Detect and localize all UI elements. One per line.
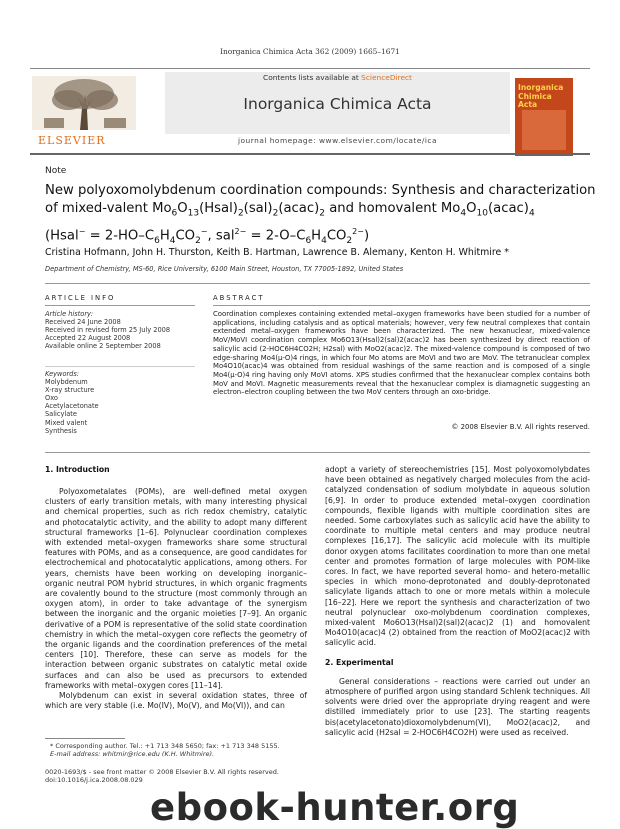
history-item: Received in revised form 25 July 2008: [45, 326, 171, 335]
history-label: Article history:: [45, 310, 94, 318]
article-info-heading: ARTICLE INFO: [45, 294, 116, 302]
journal-name: Inorganica Chimica Acta: [243, 95, 432, 113]
abstract-text: Coordination complexes containing extended metal–oxygen frameworks have been studied for a number of applications, including catalysis and as optical materials; however, very few neutral complexes that contain extended metal–oxygen frameworks have been characterized. The new hexanuclear, mixed-valence MoV/MoVI coordination complex Mo6O13(Hsal)2(sal)2(acac)2 has been synthesized by direct reaction of salicylic acid (2-HOC6H4CO2H; H2sal) with MoO2(acac)2. The mixed-valence compound is composed of two edge-sharing Mo4(μ-O)4 rings, in which four Mo atoms are MoVI and two are MoV. The tetranuclear complex Mo4O10(acac)4 was obtained from residual washings of the same reaction and is composed of a single Mo4(μ-O)4 ring having only MoVI atoms. XPS studies confirmed that the hexanuclear complex contains both MoV and MoVI. Magnetic measurements reveal that the hexanuclear complex is diamagnetic suggesting an electron–electron coupling between the two MoV centers through an oxo-bridge.: [213, 310, 590, 397]
experimental-paragraph: General considerations – reactions were carried out under an atmosphere of purified argon using standard Schlenk techniques. All solvents were dried over the appropriate drying reagent and were distilled immediately prior to use [23]. The starting reagents bis(acetylacetonato)dioxomolybdenum(VI), MoO2(acac)2, and salicylic acid (H2sal = 2-HOC6H4CO2H) were used as received.: [325, 676, 590, 737]
issn-line: 0020-1693/$ - see front matter © 2008 Elsevier B.V. All rights reserved.: [45, 768, 279, 776]
affiliation: Department of Chemistry, MS-60, Rice University, 6100 Main Street, Houston, TX 77005-1892, United States: [45, 265, 404, 273]
journal-homepage[interactable]: journal homepage: www.elsevier.com/locate/ica: [237, 136, 438, 145]
intro-heading: 1. Introduction: [45, 465, 110, 474]
experimental-heading: 2. Experimental: [325, 657, 394, 667]
info-divider: [45, 366, 195, 367]
intro-paragraph-1: Polyoxometalates (POMs), are well-defined metal oxygen clusters of early transition metals, with many interesting physical and chemical properties, such as rich redox chemistry, catalytic and photocatalytic activity, and the ability to adopt many different structural frameworks [1–6]. Polynuclear coordination complexes with extended metal–oxygen frameworks share some structural features with POMs, and as a consequence, are good candidates for electrochemical and photocatalytic applications, among others. For years, chemists have been working on developing inorganic–organic neutral POM hybrid structures, in which organic fragments are covalently bound to the structure (most commonly through an oxygen atom), in order to take advantage of the synergism between the inorganic and the organic moieties [7–9]. An organic derivative of a POM is representative of the solid state coordination chemistry in which the metal–oxygen core reflects the geometry of the organic ligands and the coordination preferences of the metal centers [10]. Therefore, these can serve as models for the interaction between organic substrates on catalytic metal oxide surfaces and can also be used as precursors to extended frameworks with metal–oxygen cores [11–14].: [45, 487, 307, 690]
keyword-item: Synthesis: [45, 426, 77, 435]
elsevier-wordmark: ELSEVIER: [38, 134, 106, 147]
author-list: Cristina Hofmann, John H. Thurston, Keith B. Hartman, Lawrence B. Alemany, Kenton H. Whitmire *: [45, 247, 509, 258]
header-rule: [45, 283, 590, 284]
footnote: [50, 742, 280, 758]
cover-title: Inorganica Chimica Acta: [518, 83, 564, 109]
corresponding-author: * Corresponding author. Tel.: +1 713 348 5650; fax: +1 713 348 5155.: [50, 742, 280, 750]
email-address[interactable]: E-mail address: whitmir@rice.edu (K.H. Whitmire).: [50, 750, 215, 758]
top-rule: [30, 68, 590, 69]
keyword-item: Oxo: [45, 394, 58, 403]
history-item: Accepted 22 August 2008: [45, 334, 131, 343]
abstract-rule: [213, 305, 590, 306]
left-column: [45, 487, 307, 711]
keywords: [45, 370, 195, 435]
keyword-item: Molybdenum: [45, 378, 88, 387]
right-paragraph-1: adopt a variety of stereochemistries [15]. Most polyoxomolybdates have been obtained as negatively charged molecules from the acid-catalyzed condensation of sodium molybdate in aqueous solution [6,9]. In order to produce extended metal–oxygen coordination compounds, flexible ligands with multiple coordination sites are needed. Some carboxylates such as salicylic acid have the ability to coordinate to multiple metal centers and may produce neutral complexes [16,17]. The salicylic acid molecule with its multiple donor oxygen atoms facilitates coordination to more than one metal center and promotes formation of large molecules with POM-like cores. In fact, we have reported several homo- and hetero-metallic species in which mono-deprotonated and doubly-deprotonated salicylate ligands attach to one or more metals within a molecule [16–22]. Here we report the synthesis and characterization of two neutral polynuclear oxo-molybdenum coordination complexes, mixed-valent Mo6O13(Hsal)2(sal)2(acac)2 (1) and homovalent Mo4O10(acac)4 (2) obtained from the reaction of MoO2(acac)2 with salicylic acid.: [325, 465, 590, 648]
contents-prefix: Contents lists available at: [263, 73, 362, 82]
abstract-heading: ABSTRACT: [213, 294, 265, 302]
keyword-item: X-ray structure: [45, 386, 95, 395]
history-item: Available online 2 September 2008: [45, 342, 161, 351]
keyword-item: Acetylacetonate: [45, 402, 99, 411]
keyword-item: Mixed valent: [45, 418, 88, 427]
masthead-rule: [30, 153, 590, 155]
front-matter: [45, 768, 279, 784]
right-column: [325, 465, 590, 738]
footnote-rule: [45, 738, 125, 739]
intro-paragraph-2: Molybdenum can exist in several oxidation states, three of which are very stable (i.e. Mo(IV), Mo(V), and Mo(VI)), and can: [45, 691, 307, 711]
article-title: [45, 182, 605, 250]
doi-line[interactable]: doi:10.1016/j.ica.2008.08.029: [45, 776, 143, 784]
keywords-label: Keywords:: [45, 370, 80, 378]
watermark: ebook-hunter.org: [150, 786, 520, 829]
contents-line: [165, 73, 510, 82]
title-line-1-render: New polyoxomolybdenum coordination compounds: Synthesis and characterization: [45, 183, 596, 198]
sciencedirect-link[interactable]: ScienceDirect: [361, 73, 412, 82]
history-item: Received 24 June 2008: [45, 318, 121, 327]
copyright: © 2008 Elsevier B.V. All rights reserved.: [451, 423, 590, 431]
running-head: Inorganica Chimica Acta 362 (2009) 1665–1671: [220, 47, 400, 56]
article-history: [45, 310, 195, 350]
cover-graphic: [522, 110, 566, 150]
title-line-2-render: of mixed-valent $Mo_6O_{13}(Hsal)_2(sal)_2(acac)_2$ and homovalent $Mo_4O_{10}(acac)_4$: [45, 201, 535, 219]
title-line-3-render: (Hsal− = $2-HO-C_6H_4CO_2^-$, $sal^{2-} = 2-O-C_6H_4CO_2^{2-}$): [45, 226, 370, 246]
article-info-rule: [45, 305, 195, 306]
article-type: Note: [45, 166, 67, 176]
keyword-item: Salicylate: [45, 410, 77, 419]
abstract-bottom-rule: [45, 452, 590, 453]
